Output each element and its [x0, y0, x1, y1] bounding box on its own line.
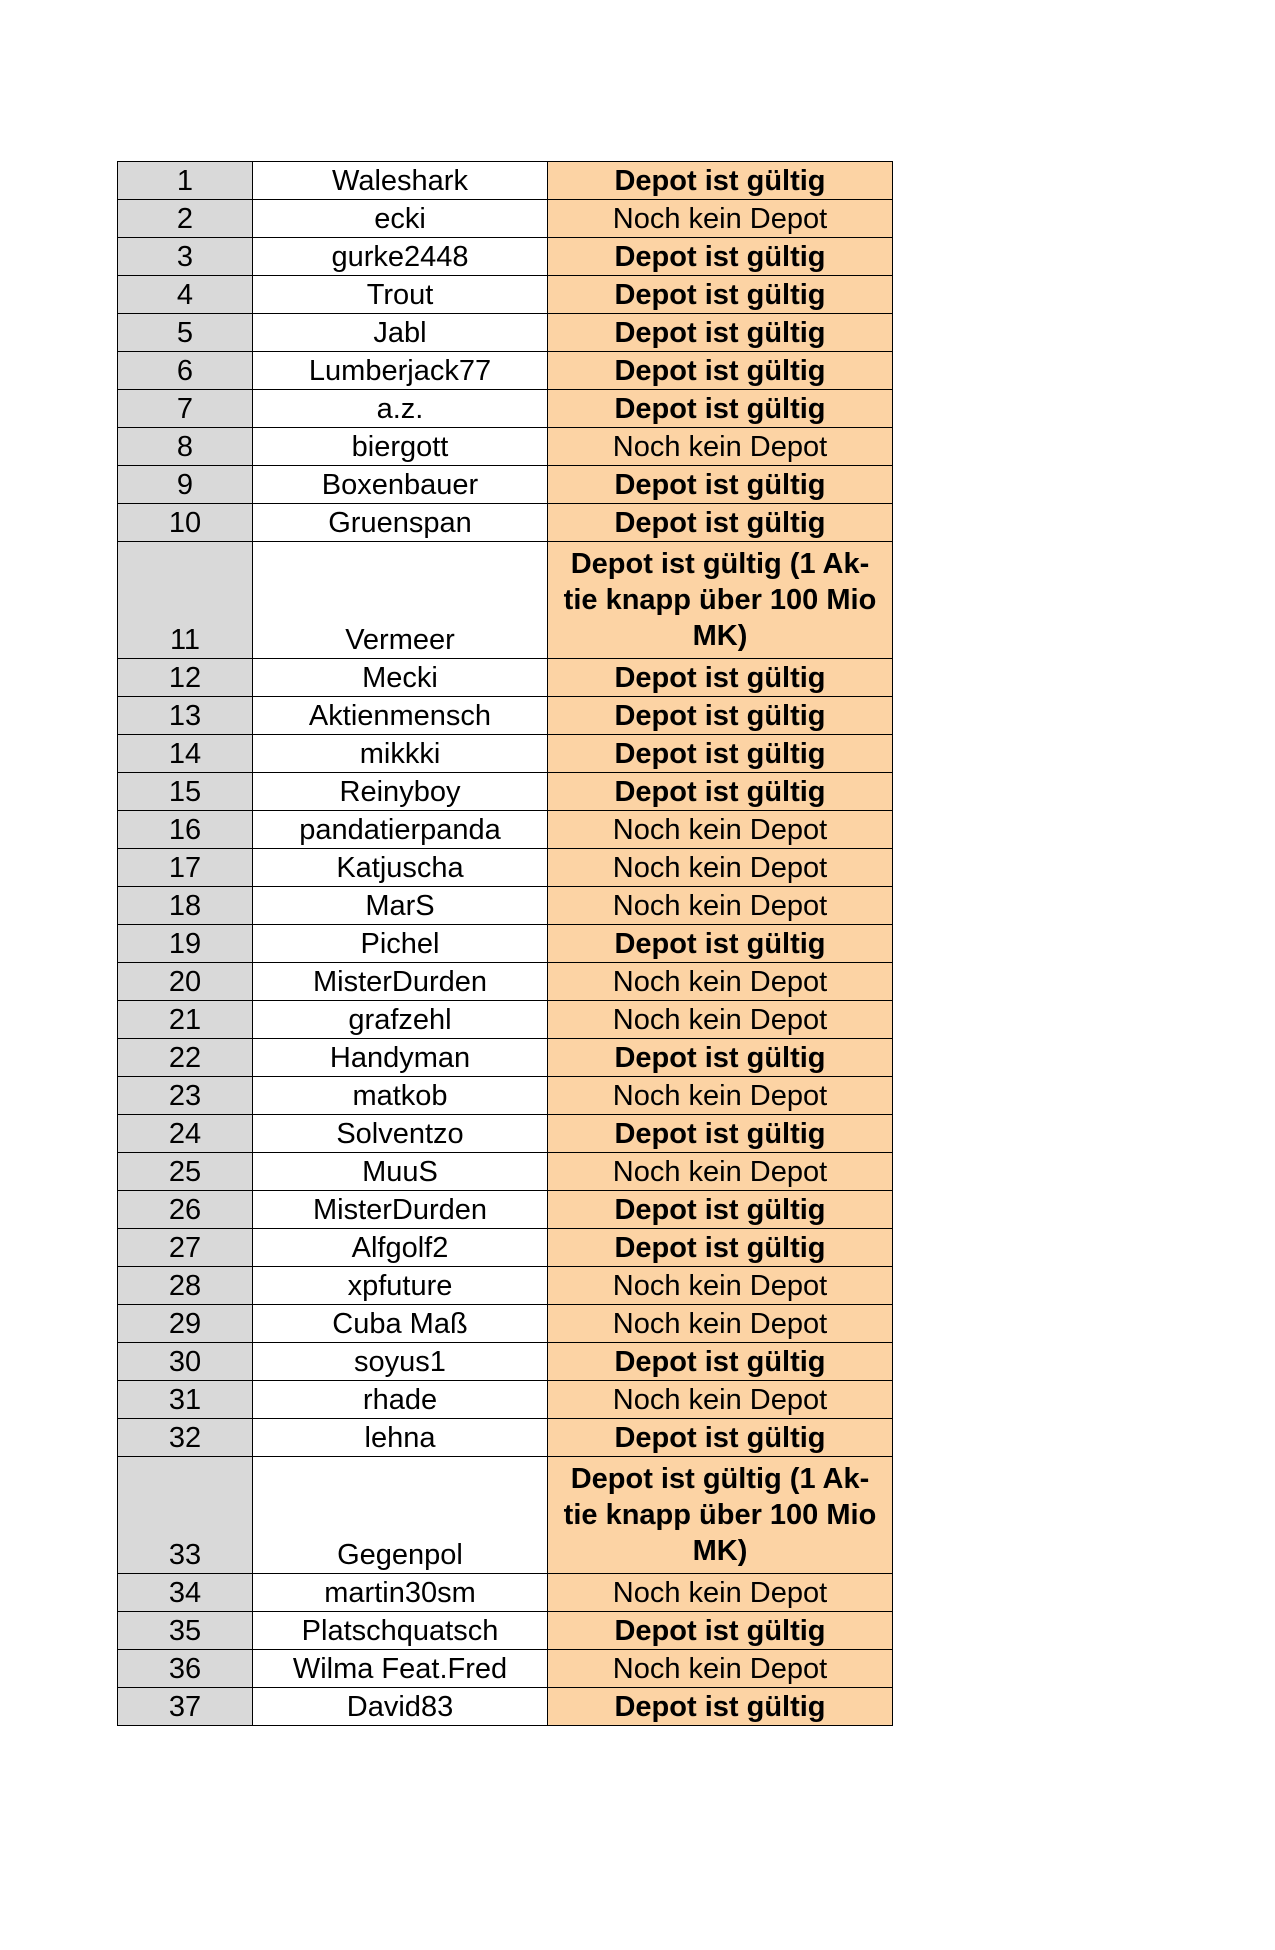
row-number-cell: 24	[118, 1115, 253, 1153]
row-number-cell: 34	[118, 1574, 253, 1612]
table-row	[118, 1191, 893, 1229]
participant-name-cell: Platschquatsch	[253, 1612, 548, 1650]
table-row	[118, 1343, 893, 1381]
table-row	[118, 1153, 893, 1191]
participant-name-cell: mikkki	[253, 735, 548, 773]
participant-name-cell: MarS	[253, 887, 548, 925]
table-row	[118, 504, 893, 542]
table-row	[118, 1001, 893, 1039]
table-row	[118, 1381, 893, 1419]
depot-status-line: MK)	[692, 620, 748, 652]
depot-status-cell: Depot ist gültig	[548, 1688, 893, 1726]
depot-status-cell: Noch kein Depot	[548, 1650, 893, 1688]
table-row	[118, 1688, 893, 1726]
participant-name-cell: David83	[253, 1688, 548, 1726]
row-number-cell: 26	[118, 1191, 253, 1229]
row-number-cell: 25	[118, 1153, 253, 1191]
depot-status-cell: Noch kein Depot	[548, 1305, 893, 1343]
row-number-cell: 36	[118, 1650, 253, 1688]
depot-status-cell: Depot ist gültig	[548, 466, 893, 504]
depot-status-cell: Depot ist gültig	[548, 1191, 893, 1229]
table-row	[118, 466, 893, 504]
row-number-cell: 5	[118, 314, 253, 352]
participant-name-cell: Pichel	[253, 925, 548, 963]
depot-status-table	[117, 161, 893, 1726]
depot-status-cell: Noch kein Depot	[548, 1153, 893, 1191]
participant-name-cell: Cuba Maß	[253, 1305, 548, 1343]
depot-status-cell: Noch kein Depot	[548, 1001, 893, 1039]
row-number-cell: 6	[118, 352, 253, 390]
depot-status-cell: Noch kein Depot	[548, 887, 893, 925]
row-number-cell: 9	[118, 466, 253, 504]
participant-name-cell: MisterDurden	[253, 963, 548, 1001]
depot-status-cell: Depot ist gültig	[548, 1039, 893, 1077]
table-row	[118, 428, 893, 466]
depot-status-cell: Depot ist gültig	[548, 314, 893, 352]
row-number-cell: 3	[118, 238, 253, 276]
depot-status-line: tie knapp über 100 Mio	[563, 584, 877, 616]
depot-status-line: tie knapp über 100 Mio	[563, 1499, 877, 1531]
participant-name-cell: Katjuscha	[253, 849, 548, 887]
table-row	[118, 314, 893, 352]
depot-status-cell: Depot ist gültig	[548, 697, 893, 735]
row-number-cell: 35	[118, 1612, 253, 1650]
row-number-cell: 7	[118, 390, 253, 428]
depot-status-cell: Noch kein Depot	[548, 963, 893, 1001]
participant-name-cell: rhade	[253, 1381, 548, 1419]
row-number-cell: 21	[118, 1001, 253, 1039]
participant-name-cell: grafzehl	[253, 1001, 548, 1039]
participant-name-cell: xpfuture	[253, 1267, 548, 1305]
table-row	[118, 963, 893, 1001]
row-number-cell: 2	[118, 200, 253, 238]
participant-name-cell: martin30sm	[253, 1574, 548, 1612]
participant-name-cell: Alfgolf2	[253, 1229, 548, 1267]
participant-name-cell: Gegenpol	[253, 1457, 548, 1574]
depot-status-cell: Depot ist gültig	[548, 735, 893, 773]
depot-status-cell: Depot ist gültig	[548, 1229, 893, 1267]
participant-name-cell: Lumberjack77	[253, 352, 548, 390]
row-number-cell: 30	[118, 1343, 253, 1381]
participant-name-cell: MuuS	[253, 1153, 548, 1191]
table-row	[118, 1305, 893, 1343]
participant-name-cell: soyus1	[253, 1343, 548, 1381]
row-number-cell: 32	[118, 1419, 253, 1457]
depot-status-cell	[548, 542, 893, 659]
table-row	[118, 200, 893, 238]
depot-status-cell: Depot ist gültig	[548, 925, 893, 963]
table-row	[118, 276, 893, 314]
participant-name-cell: Trout	[253, 276, 548, 314]
participant-name-cell: matkob	[253, 1077, 548, 1115]
table-row	[118, 735, 893, 773]
row-number-cell: 10	[118, 504, 253, 542]
table-row	[118, 1229, 893, 1267]
depot-status-cell: Noch kein Depot	[548, 1574, 893, 1612]
row-number-cell: 13	[118, 697, 253, 735]
row-number-cell: 18	[118, 887, 253, 925]
row-number-cell: 29	[118, 1305, 253, 1343]
table-row	[118, 1077, 893, 1115]
participant-name-cell: biergott	[253, 428, 548, 466]
row-number-cell: 27	[118, 1229, 253, 1267]
depot-status-cell: Noch kein Depot	[548, 811, 893, 849]
depot-status-line: MK)	[692, 1535, 748, 1567]
row-number-cell: 14	[118, 735, 253, 773]
participant-name-cell: Waleshark	[253, 162, 548, 200]
table-row	[118, 925, 893, 963]
participant-name-cell: pandatierpanda	[253, 811, 548, 849]
table-row	[118, 1612, 893, 1650]
table-row	[118, 162, 893, 200]
participant-name-cell: a.z.	[253, 390, 548, 428]
depot-status-line: Depot ist gültig (1 Ak-	[570, 1463, 870, 1495]
table-row	[118, 811, 893, 849]
table-row	[118, 697, 893, 735]
participant-name-cell: lehna	[253, 1419, 548, 1457]
table-row	[118, 1574, 893, 1612]
row-number-cell: 17	[118, 849, 253, 887]
participant-name-cell: Gruenspan	[253, 504, 548, 542]
table-row	[118, 887, 893, 925]
depot-status-cell	[548, 1457, 893, 1574]
depot-status-cell: Noch kein Depot	[548, 1267, 893, 1305]
participant-name-cell: Boxenbauer	[253, 466, 548, 504]
depot-table-body	[118, 162, 893, 1726]
table-row	[118, 352, 893, 390]
table-row	[118, 1419, 893, 1457]
depot-status-cell: Depot ist gültig	[548, 276, 893, 314]
depot-status-line: Depot ist gültig (1 Ak-	[570, 548, 870, 580]
row-number-cell: 31	[118, 1381, 253, 1419]
participant-name-cell: ecki	[253, 200, 548, 238]
depot-status-cell: Depot ist gültig	[548, 1612, 893, 1650]
table-row	[118, 390, 893, 428]
participant-name-cell: Vermeer	[253, 542, 548, 659]
row-number-cell: 28	[118, 1267, 253, 1305]
table-row	[118, 542, 893, 659]
depot-status-cell: Depot ist gültig	[548, 1115, 893, 1153]
table-row	[118, 1039, 893, 1077]
row-number-cell: 19	[118, 925, 253, 963]
row-number-cell: 1	[118, 162, 253, 200]
depot-status-cell: Depot ist gültig	[548, 1343, 893, 1381]
depot-status-cell: Noch kein Depot	[548, 849, 893, 887]
depot-status-cell: Depot ist gültig	[548, 390, 893, 428]
participant-name-cell: Solventzo	[253, 1115, 548, 1153]
row-number-cell: 15	[118, 773, 253, 811]
depot-status-cell: Depot ist gültig	[548, 238, 893, 276]
depot-status-cell: Depot ist gültig	[548, 352, 893, 390]
table-row	[118, 1650, 893, 1688]
participant-name-cell: Reinyboy	[253, 773, 548, 811]
depot-status-cell: Noch kein Depot	[548, 200, 893, 238]
depot-status-cell: Noch kein Depot	[548, 1077, 893, 1115]
table-row	[118, 659, 893, 697]
table-row	[118, 1267, 893, 1305]
row-number-cell: 4	[118, 276, 253, 314]
participant-name-cell: Mecki	[253, 659, 548, 697]
depot-status-cell: Depot ist gültig	[548, 162, 893, 200]
table-row	[118, 1115, 893, 1153]
row-number-cell: 12	[118, 659, 253, 697]
participant-name-cell: Wilma Feat.Fred	[253, 1650, 548, 1688]
depot-status-cell: Depot ist gültig	[548, 504, 893, 542]
participant-name-cell: Aktienmensch	[253, 697, 548, 735]
participant-name-cell: MisterDurden	[253, 1191, 548, 1229]
row-number-cell: 8	[118, 428, 253, 466]
participant-name-cell: Handyman	[253, 1039, 548, 1077]
table-row	[118, 238, 893, 276]
depot-status-cell: Depot ist gültig	[548, 659, 893, 697]
row-number-cell: 16	[118, 811, 253, 849]
depot-status-cell: Depot ist gültig	[548, 1419, 893, 1457]
table-row	[118, 773, 893, 811]
row-number-cell: 22	[118, 1039, 253, 1077]
depot-status-cell: Noch kein Depot	[548, 428, 893, 466]
row-number-cell: 11	[118, 542, 253, 659]
participant-name-cell: gurke2448	[253, 238, 548, 276]
depot-status-cell: Noch kein Depot	[548, 1381, 893, 1419]
row-number-cell: 37	[118, 1688, 253, 1726]
row-number-cell: 20	[118, 963, 253, 1001]
row-number-cell: 33	[118, 1457, 253, 1574]
table-row	[118, 849, 893, 887]
participant-name-cell: Jabl	[253, 314, 548, 352]
depot-status-cell: Depot ist gültig	[548, 773, 893, 811]
row-number-cell: 23	[118, 1077, 253, 1115]
table-row	[118, 1457, 893, 1574]
